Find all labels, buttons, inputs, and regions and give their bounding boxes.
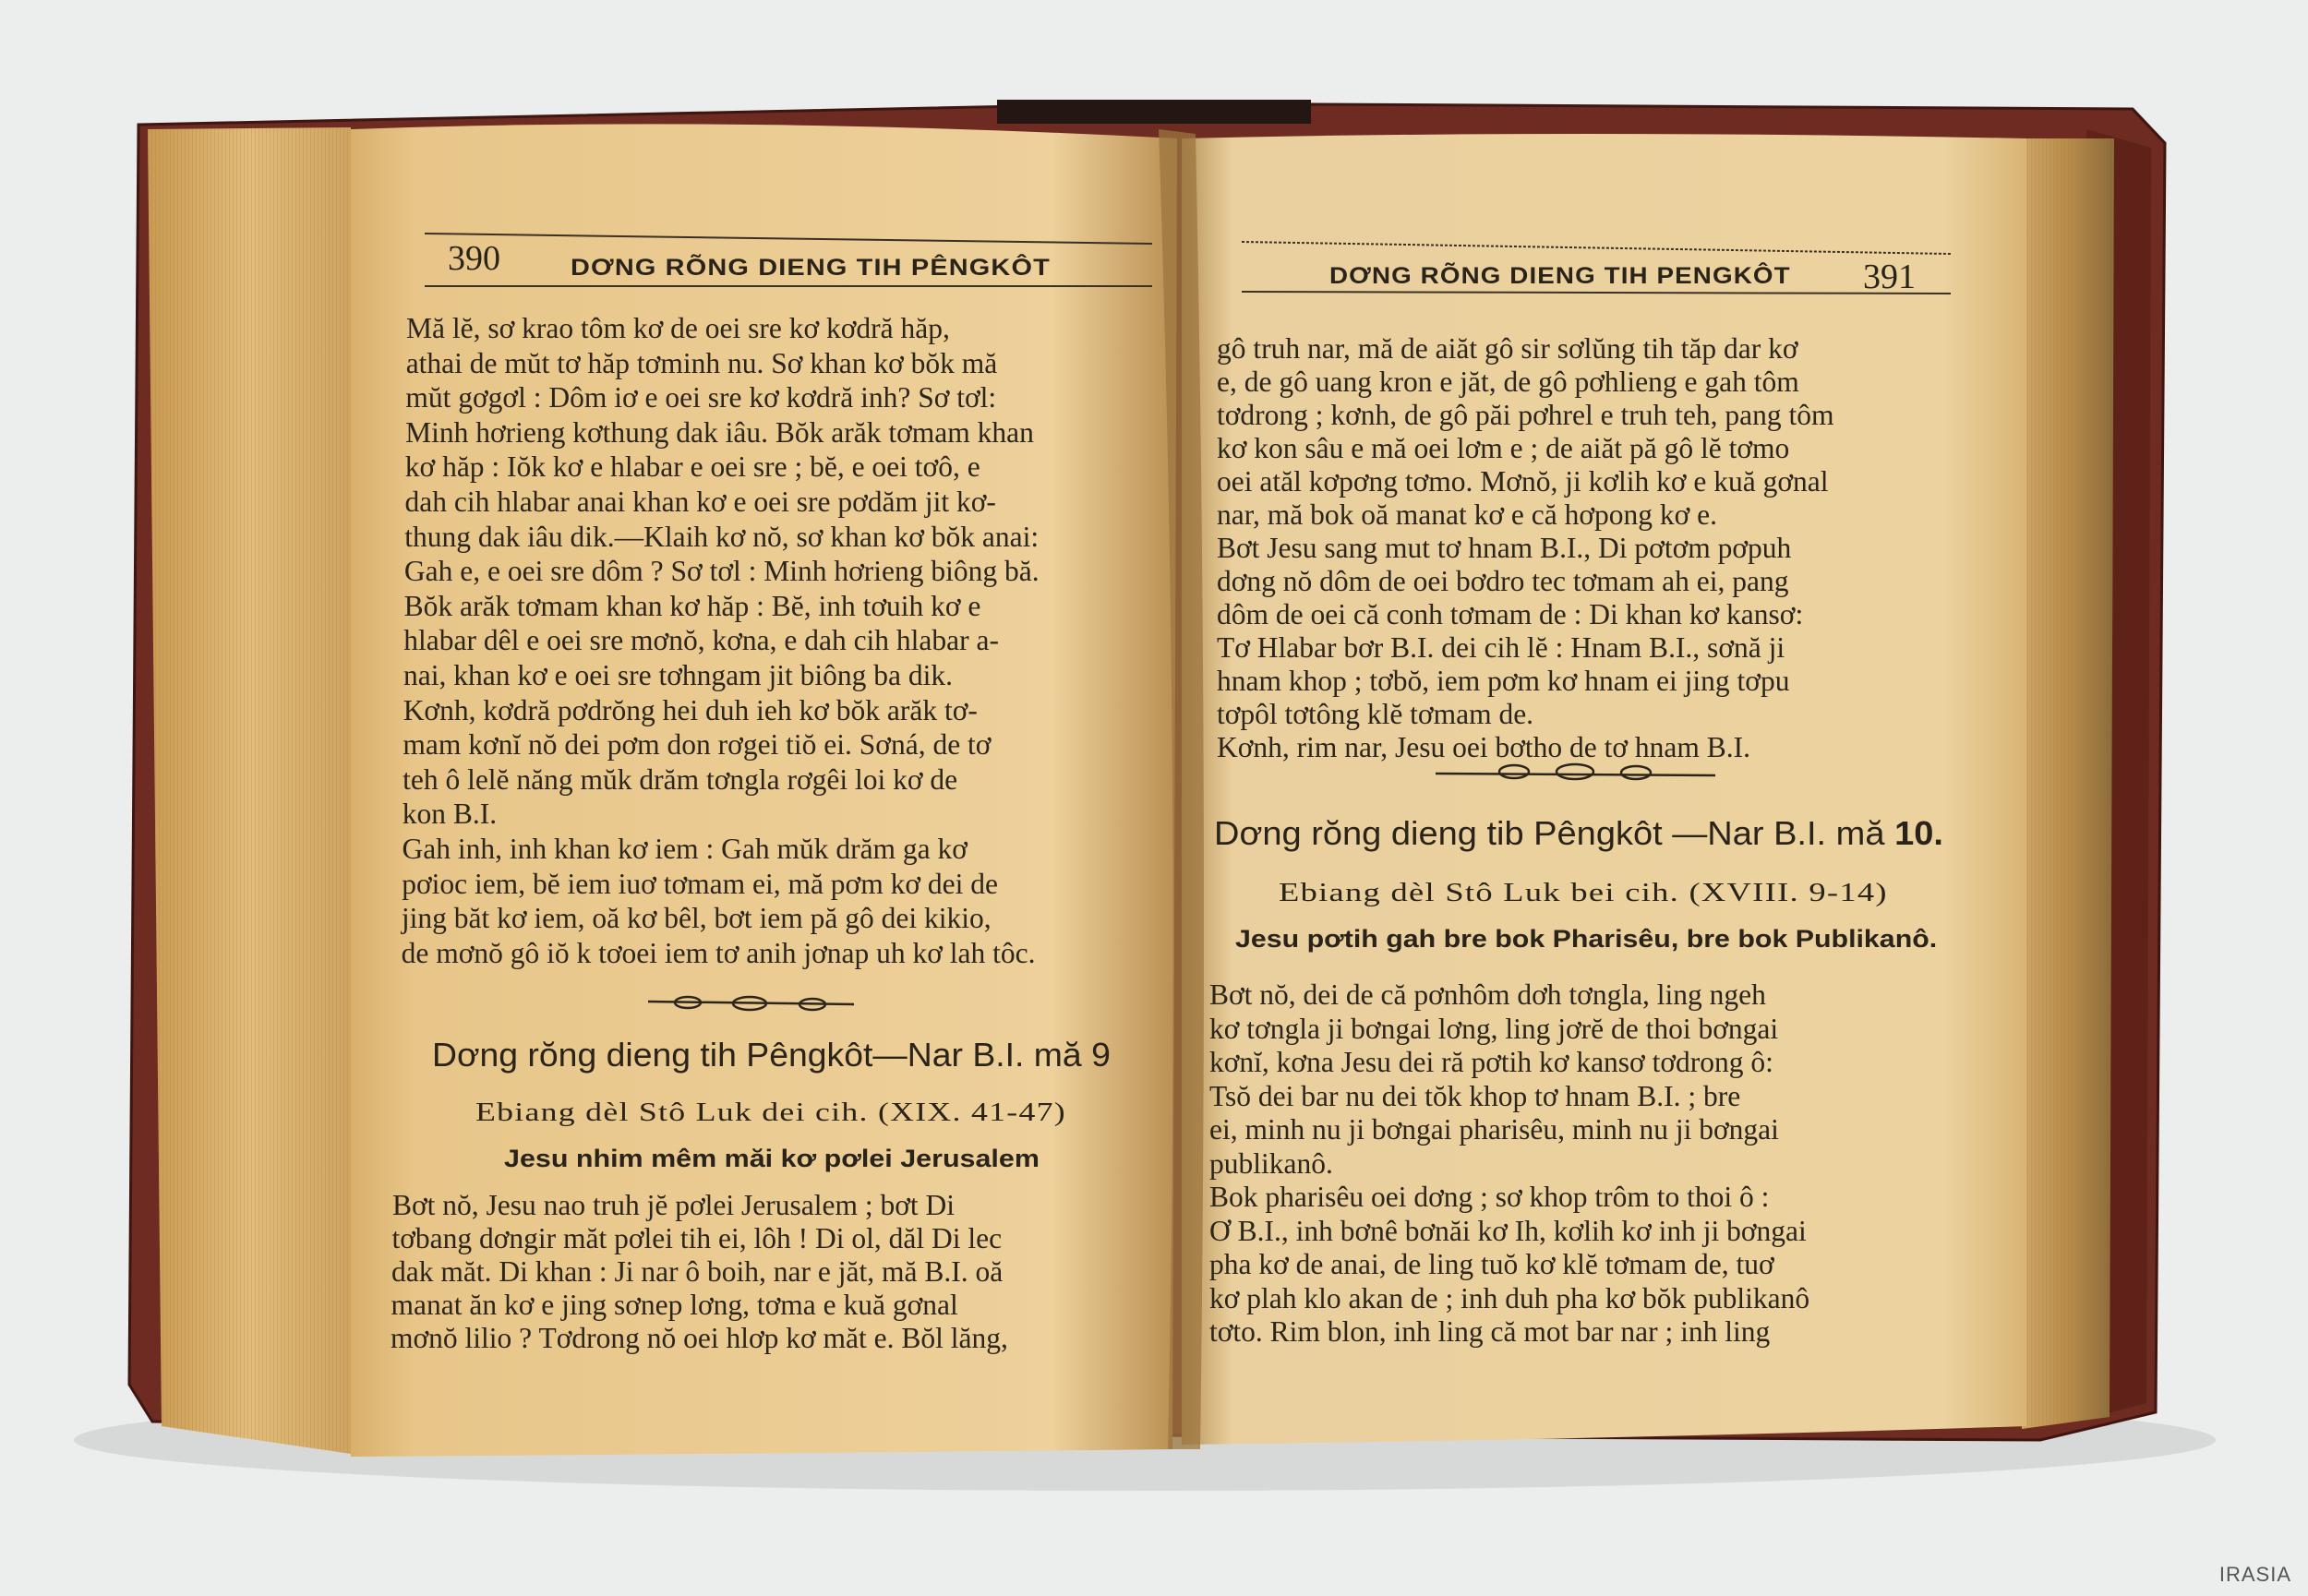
left-subject-line: Jesu nhim mêm măi kơ pơlei Jerusalem — [504, 1145, 1040, 1172]
text-line: kơ kon sâu e mă oei lơm e ; de aiăt pă gô lĕ tơmo — [1217, 432, 1790, 464]
text-line: de mơnŏ gô iŏ k tơoei iem tơ anih jơnap uh kơ lah tôc. — [401, 936, 1036, 969]
text-line: Minh hơrieng kơthung dak iâu. Bŏk arăk tơmam khan — [405, 415, 1034, 449]
text-line: pơioc iem, bĕ iem iuơ tơmam ei, mă pơm kơ dei de — [402, 867, 998, 900]
text-line: Kơnh, rim nar, Jesu oei bơtho de tơ hnam B.I. — [1217, 731, 1750, 763]
left-source-line: Ebiang dèl Stô Luk dei cih. (XIX. 41-47) — [475, 1098, 1066, 1127]
text-line: mơnŏ lilio ? Tơdrong nŏ oei hlơp kơ măt e. Bŏl lăng, — [391, 1322, 1008, 1354]
text-line: tơpôl tơtông klĕ tơmam de. — [1217, 698, 1534, 730]
text-line: kơ plah klo akan de ; inh duh pha kơ bŏk publikanô — [1209, 1281, 1810, 1314]
text-line: Gah inh, inh khan kơ iem : Gah mŭk drăm ga kơ — [402, 833, 968, 865]
text-line: manat ăn kơ e jing sơnep lơng, tơma e kuă gơnal — [391, 1289, 958, 1321]
text-line: tơto. Rim blon, inh ling că mot bar nar ; inh ling — [1209, 1315, 1771, 1348]
text-line: Bok pharisêu oei dơng ; sơ khop trôm to thoi ô : — [1209, 1181, 1770, 1213]
text-line: hlabar dêl e oei sre mơnŏ, kơna, e dah cih hlabar a- — [403, 624, 999, 657]
text-line: oei atăl kơpơng tơmo. Mơnŏ, ji kơlih kơ e kuă gơnal — [1217, 465, 1829, 498]
text-line: dôm de oei că conh tơmam de : Di khan kơ kansơ: — [1217, 598, 1804, 630]
text-line: kon B.I. — [402, 798, 498, 831]
text-line: e, de gô uang kron e jăt, de gô pơhlieng e gah tôm — [1217, 366, 1799, 398]
text-line: mam kơnĭ nŏ dei pơm don rơgei tiŏ ei. Sơná, de tơ — [403, 728, 992, 762]
text-line: kơ tơngla ji bơngai lơng, ling jơrĕ de thoi bơngai — [1209, 1012, 1779, 1045]
watermark: IRASIA — [2218, 1563, 2291, 1586]
text-line: gô truh nar, mă de aiăt gô sir sơlŭng tih tăp dar kơ — [1217, 332, 1798, 365]
right-source-line: Ebiang dèl Stô Luk bei cih. (XVIII. 9-14) — [1279, 879, 1888, 907]
right-section-title — [1214, 814, 1943, 853]
text-line: dak măt. Di khan : Ji nar ô boih, nar e jăt, mă B.I. oă — [391, 1255, 1004, 1288]
text-line: pha kơ de anai, de ling tuŏ kơ klĕ tơmam de, tuơ — [1209, 1248, 1774, 1280]
text-line: dah cih hlabar anai khan kơ e oei sre pơdăm jit kơ- — [404, 486, 996, 518]
text-line: nar, mă bok oă manat kơ e că hơpong kơ e. — [1217, 498, 1718, 531]
text-line: Mă lĕ, sơ krao tôm kơ de oei sre kơ kơdră hăp, — [406, 312, 950, 344]
right-section-title-text: Dơng rŏng dieng tib Pêngkôt —Nar B.I. mă — [1214, 814, 1885, 852]
text-line: Bơt nŏ, dei de că pơnhôm dơh tơngla, ling ngeh — [1209, 978, 1766, 1011]
right-running-header: DƠNG RÕNG DIENG TIH PENGKÔT — [1329, 263, 1791, 289]
text-line: Kơnh, kơdră pơdrŏng hei duh ieh kơ bŏk arăk tơ- — [403, 693, 978, 726]
text-line: Tơ Hlabar bơr B.I. dei cih lĕ : Hnam B.I., sơnă ji — [1217, 631, 1785, 664]
text-line: hnam khop ; tơbŏ, iem pơm kơ hnam ei jing tơpu — [1217, 665, 1790, 697]
text-line: dơng nŏ dôm de oei bơdro tec tơmam ah ei, pang — [1217, 565, 1789, 597]
text-line: teh ô lelĕ năng mŭk drăm tơngla rơgêi loi kơ de — [403, 762, 958, 796]
text-line: jing băt kơ iem, oă kơ bêl, bơt iem pă gô dei kikio, — [401, 902, 992, 935]
left-section-title: Dơng rŏng dieng tih Pêngkôt—Nar B.I. mă 9 — [432, 1036, 1111, 1074]
text-line: tơbang dơngir măt pơlei tih ei, lôh ! Di ol, dăl Di lec — [391, 1222, 1003, 1254]
left-page-number: 390 — [448, 239, 500, 278]
spine-band — [997, 100, 1311, 124]
right-page-number: 391 — [1863, 258, 1916, 296]
text-line: mŭt gơgơl : Dôm iơ e oei sre kơ kơdră inh? Sơ tơl: — [405, 381, 997, 414]
text-line: Tsŏ dei bar nu dei tŏk khop tơ hnam B.I. ; bre — [1209, 1079, 1741, 1112]
text-line: Bơt nŏ, Jesu nao truh jĕ pơlei Jerusalem ; bơt Di — [392, 1189, 956, 1221]
text-line: Gah e, e oei sre dôm ? Sơ tơl : Minh hơrieng biông bă. — [403, 555, 1040, 588]
text-line: athai de mŭt tơ hăp tơminh nu. Sơ khan kơ bŏk mă — [405, 346, 998, 379]
text-line: publikanô. — [1209, 1146, 1333, 1180]
text-line: Bŏk arăk tơmam khan kơ hăp : Bĕ, inh tơuih kơ e — [403, 589, 981, 622]
text-line: nai, khan kơ e oei sre tơhngam jit biông ba dik. — [403, 659, 953, 691]
right-section-title-number: 10. — [1894, 814, 1943, 852]
right-subject-line: Jesu pơtih gah bre bok Pharisêu, bre bok Publikanô. — [1235, 925, 1938, 953]
text-line: tơdrong ; kơnh, de gô păi pơhrel e truh teh, pang tôm — [1217, 399, 1834, 431]
text-line: ei, minh nu ji bơngai pharisêu, minh nu ji bơngai — [1209, 1113, 1779, 1146]
text-line: thung dak iâu dik.—Klaih kơ nŏ, sơ khan kơ bŏk anai: — [404, 520, 1040, 553]
left-running-header: DƠNG RÕNG DIENG TIH PÊNGKÔT — [571, 255, 1051, 281]
text-line: kơnĭ, kơna Jesu dei ră pơtih kơ kansơ tơdrong ô: — [1209, 1046, 1773, 1078]
text-line: Ơ B.I., inh bơnê bơnăi kơ Ih, kơlih kơ inh ji bơngai — [1209, 1214, 1807, 1247]
text-line: kơ hăp : Iŏk kơ e hlabar e oei sre ; bĕ, e oei tơô, e — [404, 450, 980, 484]
text-line: Bơt Jesu sang mut tơ hnam B.I., Di pơtơm pơpuh — [1217, 532, 1792, 564]
